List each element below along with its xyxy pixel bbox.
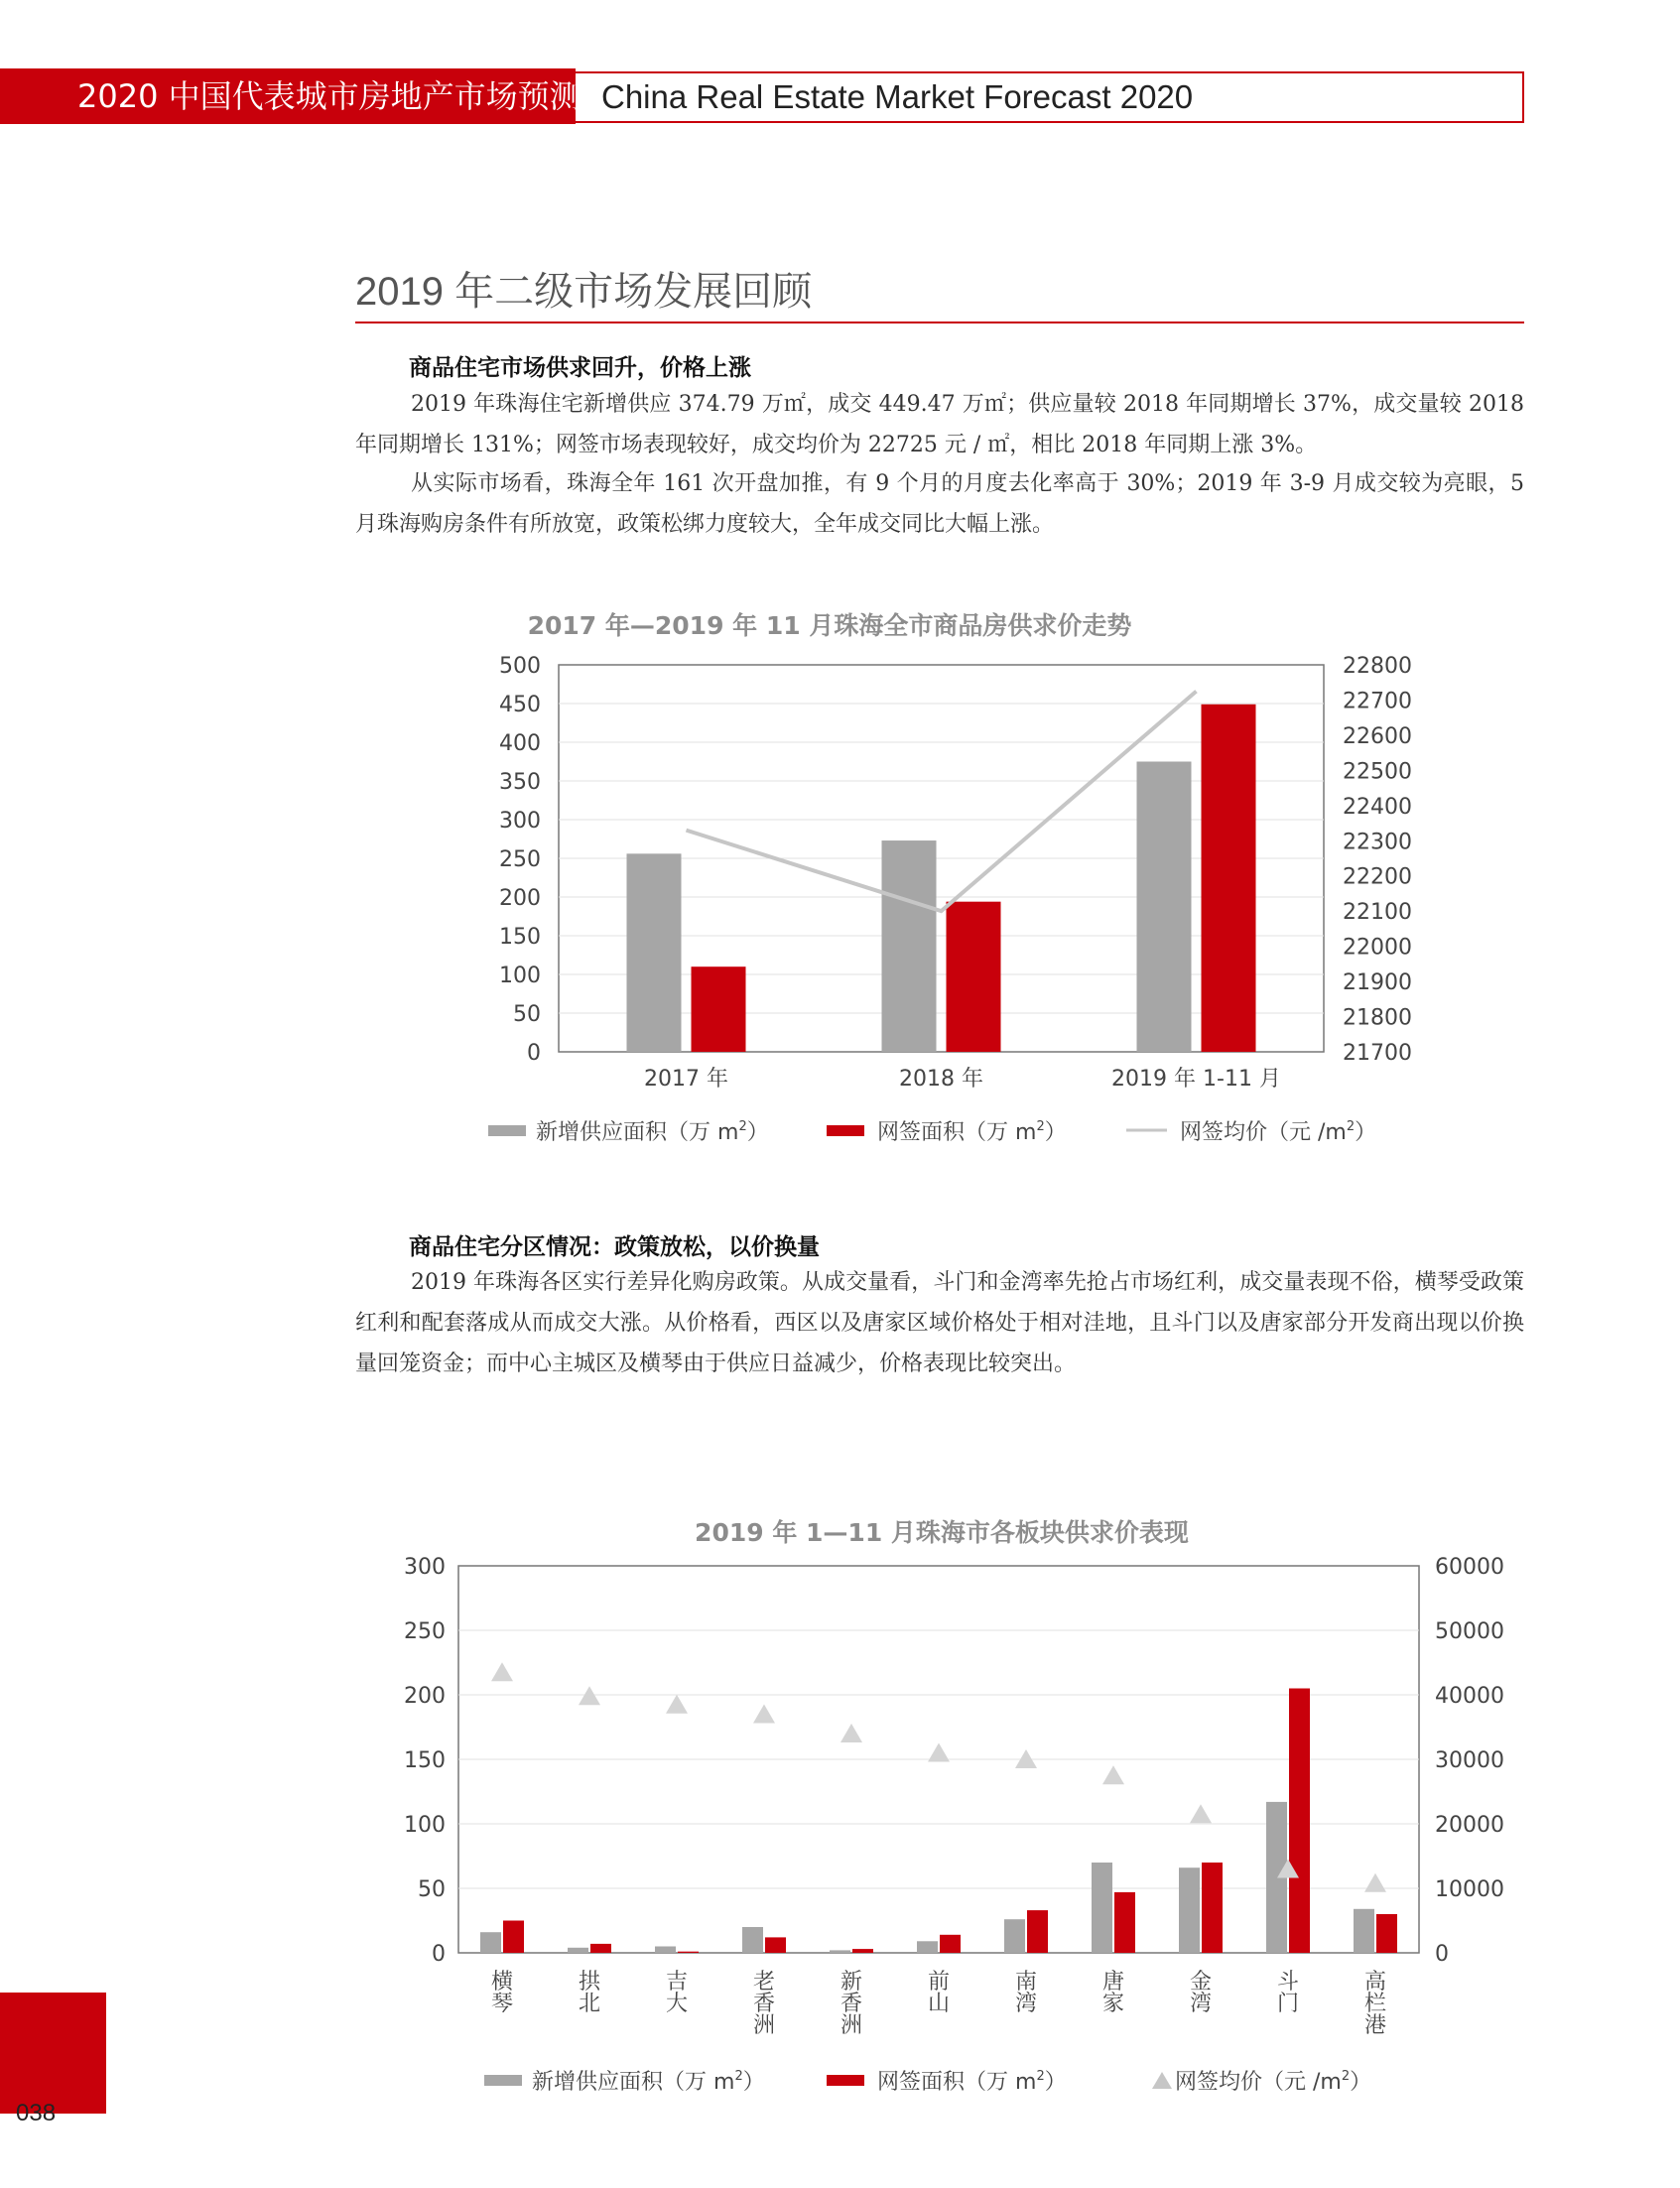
chart2-price-marker xyxy=(579,1686,600,1705)
chart2-bar-supply xyxy=(1004,1919,1025,1953)
chart1-y2-ticks xyxy=(1343,654,1412,1066)
chart2-bars xyxy=(480,1689,1397,1954)
chart1-y-tick-label: 200 xyxy=(499,886,541,911)
chart2-y-ticks xyxy=(404,1555,446,1967)
paragraph-supply-demand: 2019 年珠海住宅新增供应 374.79 万㎡，成交 449.47 万㎡；供应量较 2018 年同期增长 37%，成交量较 2018 年同期增长 131%；网签市场表现较好，成交均价为 22725 元 / ㎡，相比 2018 年同期上涨 3%。 xyxy=(355,392,1524,457)
chart1-title: 2017 年—2019 年 11 月珠海全市商品房供求价走势 xyxy=(527,611,1132,640)
chart1-bar-signed xyxy=(692,966,746,1052)
chart2-price-marker xyxy=(491,1662,513,1681)
chart1-bar-supply xyxy=(1137,762,1192,1053)
chart2-price-marker xyxy=(928,1743,950,1762)
chart2-price-marker xyxy=(1190,1804,1212,1823)
chart2-x-tick-label: 拱北 xyxy=(578,1970,601,2016)
chart2-bar-supply xyxy=(1354,1909,1374,1953)
chart2-bar-supply xyxy=(568,1948,588,1953)
chart1-bar-signed xyxy=(1202,705,1256,1052)
chart1-y-tick-label: 250 xyxy=(499,847,541,872)
chart2-price-marker xyxy=(1102,1765,1124,1784)
legend-supply: 新增供应面积（万 $m^2$） xyxy=(536,1119,769,1145)
chart1-bar-supply xyxy=(882,840,937,1052)
chart2-bar-signed xyxy=(1027,1910,1048,1953)
chart1-y-tick-label: 50 xyxy=(513,1002,541,1027)
chart2-y-tick-label: 200 xyxy=(404,1684,446,1709)
chart2-bar-supply xyxy=(1179,1867,1200,1953)
chart1-y2-tick-label: 21800 xyxy=(1343,1005,1412,1031)
chart1-y-tick-label: 0 xyxy=(527,1041,541,1066)
legend2-swatch-signed xyxy=(827,2075,864,2086)
chart1-y2-tick-label: 22500 xyxy=(1343,759,1412,785)
chart2-bar-signed xyxy=(678,1952,699,1953)
subheading-supply-demand: 商品住宅市场供求回升，价格上涨 xyxy=(409,355,751,381)
header-en-title: China Real Estate Market Forecast 2020 xyxy=(576,71,1524,123)
chart2-bar-signed xyxy=(940,1935,961,1953)
chart1-y-tick-label: 350 xyxy=(499,770,541,795)
page-number: 038 xyxy=(16,2100,57,2126)
chart2-x-tick-label: 金湾 xyxy=(1189,1970,1213,2016)
legend2-price: 网签均价（元 $/m^2$） xyxy=(1175,2069,1372,2095)
chart2-bar-signed xyxy=(590,1944,611,1953)
chart2-y2-tick-label: 50000 xyxy=(1435,1619,1504,1644)
chart1-x-ticks xyxy=(644,1067,1281,1092)
chart2-y-tick-label: 100 xyxy=(404,1813,446,1838)
chart1-y2-tick-label: 22300 xyxy=(1343,830,1412,855)
chart1-y-tick-label: 500 xyxy=(499,654,541,679)
legend-swatch-signed xyxy=(827,1125,864,1136)
legend-price: 网签均价（元 $/m^2$） xyxy=(1180,1119,1377,1145)
chart1-x-tick-label: 2018 年 xyxy=(899,1067,983,1092)
chart2-legend xyxy=(484,2069,1371,2095)
chart1-y-tick-label: 300 xyxy=(499,809,541,834)
chart2-bar-supply xyxy=(917,1941,938,1953)
chart2-bar-signed xyxy=(765,1937,786,1953)
chart1-x-tick-label: 2019 年 1-11 月 xyxy=(1111,1067,1281,1092)
chart2-bar-supply xyxy=(1092,1863,1112,1953)
section-rule xyxy=(355,322,1524,323)
chart2-x-tick-label: 高栏港 xyxy=(1363,1970,1387,2038)
chart2-x-ticks xyxy=(491,1970,1386,2038)
chart1-y2-tick-label: 22100 xyxy=(1343,900,1412,926)
chart2-y2-tick-label: 30000 xyxy=(1435,1748,1504,1773)
chart2-x-tick-label: 新香洲 xyxy=(840,1970,863,2038)
chart2-bar-supply xyxy=(655,1947,676,1954)
chart1-y-tick-label: 400 xyxy=(499,731,541,756)
chart1-bars xyxy=(627,705,1256,1052)
chart2-bar-signed xyxy=(852,1949,873,1953)
chart1-y-tick-label: 450 xyxy=(499,693,541,717)
chart2-price-marker xyxy=(1364,1873,1386,1892)
chart2-y-tick-label: 0 xyxy=(432,1942,446,1967)
chart-city-trend xyxy=(0,595,1680,1161)
chart1-y-ticks xyxy=(499,654,541,1066)
chart2-bar-signed xyxy=(1376,1914,1397,1953)
chart1-y-tick-label: 150 xyxy=(499,925,541,950)
chart1-y2-tick-label: 22700 xyxy=(1343,689,1412,714)
paragraph-district: 2019 年珠海各区实行差异化购房政策。从成交量看，斗门和金湾率先抢占市场红利，成交量表现不俗，横琴受政策红利和配套落成从而成交大涨。从价格看，西区以及唐家区域价格处于相对洼地，且斗门以及唐家部分开发商出现以价换量回笼资金；而中心主城区及横琴由于供应日益减少，价格表现比较突出。 xyxy=(355,1270,1524,1376)
chart2-x-tick-label: 老香洲 xyxy=(752,1970,776,2038)
chart2-title: 2019 年 1—11 月珠海市各板块供求价表现 xyxy=(695,1518,1189,1547)
chart2-price-marker xyxy=(666,1695,688,1714)
chart2-y-tick-label: 150 xyxy=(404,1748,446,1773)
chart1-y2-tick-label: 22000 xyxy=(1343,935,1412,961)
chart2-price-marker xyxy=(753,1705,775,1724)
chart1-y2-tick-label: 21900 xyxy=(1343,970,1412,996)
chart2-y-tick-label: 50 xyxy=(418,1877,446,1902)
chart2-x-tick-label: 斗门 xyxy=(1276,1970,1300,2016)
chart-district xyxy=(0,1488,1680,2104)
chart2-x-tick-label: 前山 xyxy=(927,1970,951,2016)
chart1-price-line xyxy=(687,692,1197,912)
chart2-y2-tick-label: 40000 xyxy=(1435,1684,1504,1709)
chart1-y-tick-label: 100 xyxy=(499,964,541,988)
chart2-y2-tick-label: 60000 xyxy=(1435,1555,1504,1580)
chart1-y2-tick-label: 21700 xyxy=(1343,1041,1412,1066)
chart2-price-marker xyxy=(840,1724,862,1742)
subheading-district: 商品住宅分区情况：政策放松，以价换量 xyxy=(409,1234,820,1260)
chart2-y2-tick-label: 20000 xyxy=(1435,1813,1504,1838)
chart1-legend xyxy=(488,1119,1376,1145)
chart2-bar-signed xyxy=(1289,1689,1310,1954)
chart2-bar-supply xyxy=(480,1932,501,1953)
chart2-x-tick-label: 南湾 xyxy=(1014,1970,1038,2016)
chart1-y2-tick-label: 22800 xyxy=(1343,654,1412,679)
chart2-bar-signed xyxy=(503,1921,524,1954)
chart2-y2-tick-label: 10000 xyxy=(1435,1877,1504,1902)
legend2-swatch-price xyxy=(1152,2072,1172,2089)
legend2-supply: 新增供应面积（万 $m^2$） xyxy=(532,2069,765,2095)
chart1-price-series xyxy=(687,692,1197,912)
chart1-x-tick-label: 2017 年 xyxy=(644,1067,728,1092)
chart1-bar-signed xyxy=(947,902,1001,1052)
section-title: 2019 年二级市场发展回顾 xyxy=(355,270,813,314)
chart2-bar-signed xyxy=(1114,1892,1135,1953)
chart2-y2-tick-label: 0 xyxy=(1435,1942,1449,1967)
chart1-y2-tick-label: 22600 xyxy=(1343,723,1412,749)
legend-swatch-supply xyxy=(488,1125,526,1136)
chart2-x-tick-label: 横琴 xyxy=(490,1970,514,2016)
legend2-signed: 网签面积（万 $m^2$） xyxy=(877,2069,1067,2095)
chart2-x-tick-label: 吉大 xyxy=(665,1970,689,2016)
header-cn-title: 2020 中国代表城市房地产市场预测 xyxy=(0,68,576,124)
chart1-y2-tick-label: 22200 xyxy=(1343,864,1412,890)
chart2-bar-supply xyxy=(830,1950,850,1953)
chart2-bar-supply xyxy=(742,1927,763,1953)
chart2-y2-ticks xyxy=(1435,1555,1504,1967)
chart2-y-tick-label: 300 xyxy=(404,1555,446,1580)
chart2-bar-signed xyxy=(1202,1863,1223,1953)
corner-red-block xyxy=(0,1993,106,2114)
header-rule xyxy=(0,122,576,124)
paragraph-market: 从实际市场看，珠海全年 161 次开盘加推，有 9 个月的月度去化率高于 30%；2019 年 3-9 月成交较为亮眼，5 月珠海购房条件有所放宽，政策松绑力度较大，全年成交同比大幅上涨。 xyxy=(355,471,1524,537)
chart1-bar-supply xyxy=(627,853,682,1052)
chart2-price-markers xyxy=(491,1662,1386,1892)
chart2-x-tick-label: 唐家 xyxy=(1101,1970,1125,2016)
chart1-y2-tick-label: 22400 xyxy=(1343,794,1412,820)
chart2-y-tick-label: 250 xyxy=(404,1619,446,1644)
legend-signed: 网签面积（万 $m^2$） xyxy=(877,1119,1067,1145)
legend2-swatch-supply xyxy=(484,2075,522,2086)
